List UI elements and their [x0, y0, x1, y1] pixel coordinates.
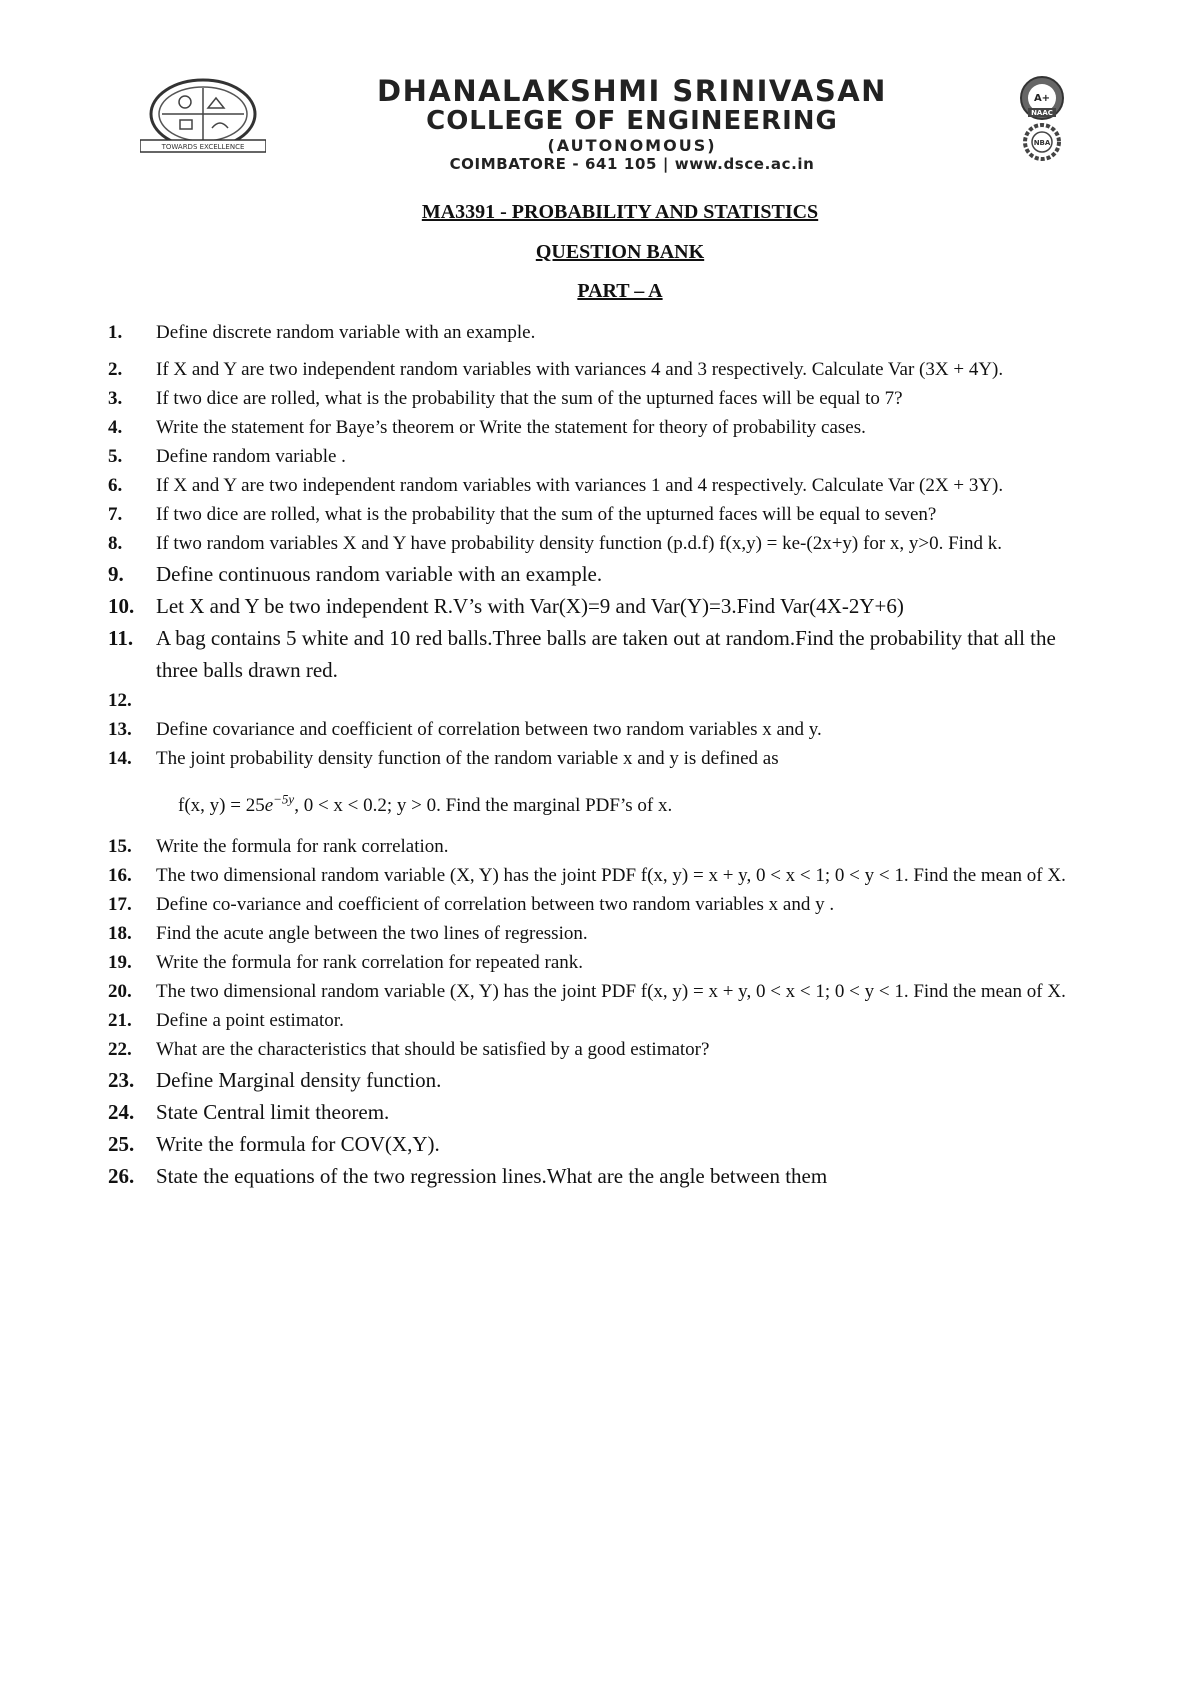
question-number: 16.: [108, 865, 132, 886]
question-text: If two random variables X and Y have probability density function (p.d.f) f(x,y) = ke-(2x+y) for x, y>0. Find k.: [156, 533, 1002, 554]
emblem-motto: TOWARDS EXCELLENCE: [161, 143, 245, 151]
question-item: [108, 442, 1068, 471]
question-text: Write the formula for rank correlation.: [156, 836, 449, 857]
college-name-block: [282, 76, 982, 174]
question-item: [108, 1128, 1068, 1160]
college-emblem-icon: [140, 78, 266, 154]
question-number: 3.: [108, 388, 123, 409]
question-text: Find the acute angle between the two lines of regression.: [156, 923, 588, 944]
question-text: State Central limit theorem.: [156, 1100, 390, 1124]
course-title: MA3391 - PROBABILITY AND STATISTICS: [421, 201, 819, 223]
formula-suffix: , 0 < x < 0.2; y > 0. Find the marginal PDF’s of x.: [294, 795, 673, 816]
question-number: 22.: [108, 1039, 132, 1060]
question-text: The two dimensional random variable (X, Y) has the joint PDF f(x, y) = x + y, 0 < x < 1; 0 < y < 1. Find the mean of X.: [156, 865, 1066, 886]
question-item: [108, 590, 1068, 622]
formula-exp-base: e: [264, 795, 274, 816]
question-number: 11.: [108, 626, 134, 650]
question-number: 4.: [108, 417, 123, 438]
question-text: If two dice are rolled, what is the probability that the sum of the upturned faces will be equal to seven?: [156, 504, 937, 525]
question-text: What are the characteristics that should be satisfied by a good estimator?: [156, 1039, 710, 1060]
question-item: [108, 861, 1068, 890]
question-number: 8.: [108, 533, 123, 554]
part-heading: PART – A: [577, 280, 663, 302]
question-text: Define discrete random variable with an example.: [156, 322, 536, 343]
question-text: If X and Y are two independent random variables with variances 1 and 4 respectively. Calculate Var (2X + 3Y).: [156, 475, 1004, 496]
question-text: A bag contains 5 white and 10 red balls.Three balls are taken out at random.Find the probability that all the three balls drawn red.: [156, 626, 1056, 682]
naac-grade: A+: [1033, 93, 1051, 104]
question-text: If X and Y are two independent random variables with variances 4 and 3 respectively. Calculate Var (3X + 4Y).: [156, 359, 1004, 380]
college-name-line1: DHANALAKSHMI SRINIVASAN: [377, 74, 887, 108]
question-text: Define covariance and coefficient of correlation between two random variables x and y.: [156, 719, 822, 740]
question-item: [108, 1160, 1068, 1192]
question-number: 20.: [108, 981, 132, 1002]
question-text: Define Marginal density function.: [156, 1068, 442, 1092]
question-number: 6.: [108, 475, 123, 496]
college-address: COIMBATORE - 641 105 | www.dsce.ac.in: [449, 155, 815, 173]
question-item: [108, 413, 1068, 442]
question-item: [108, 529, 1068, 558]
question-text: If two dice are rolled, what is the probability that the sum of the upturned faces will be equal to 7?: [156, 388, 903, 409]
question-number: 9.: [108, 562, 124, 586]
question-item: [108, 622, 1068, 686]
question-text: Let X and Y be two independent R.V’s with Var(X)=9 and Var(Y)=3.Find Var(4X-2Y+6): [156, 594, 904, 618]
question-number: 17.: [108, 894, 132, 915]
question-item: [108, 471, 1068, 500]
question-number: 19.: [108, 952, 132, 973]
formula-prefix: f(x, y) = 25: [178, 795, 265, 816]
question-number: 2.: [108, 359, 123, 380]
question-list: [108, 318, 1068, 1192]
formula-line: [178, 791, 1068, 820]
question-number: 5.: [108, 446, 123, 467]
letterhead: [0, 0, 1200, 175]
question-number: 21.: [108, 1010, 132, 1031]
question-number: 23.: [108, 1068, 135, 1092]
question-text: The joint probability density function of the random variable x and y is defined as: [156, 748, 779, 769]
question-text: Define co-variance and coefficient of correlation between two random variables x and y .: [156, 894, 835, 915]
question-number: 15.: [108, 836, 132, 857]
document-subtitle: QUESTION BANK: [535, 241, 705, 263]
question-item: [108, 744, 1068, 832]
question-item: [108, 919, 1068, 948]
question-item: [108, 715, 1068, 744]
question-text: [156, 686, 1068, 715]
question-number: 13.: [108, 719, 132, 740]
question-item: [108, 686, 1068, 715]
question-item: [108, 318, 1068, 347]
question-item: [108, 832, 1068, 861]
question-item: [108, 948, 1068, 977]
nba-label: NBA: [1033, 139, 1051, 147]
accreditation-badges-icon: [998, 74, 1086, 162]
question-text: State the equations of the two regression lines.What are the angle between them: [156, 1164, 828, 1188]
question-number: 24.: [108, 1100, 135, 1124]
question-number: 7.: [108, 504, 123, 525]
question-item: [108, 977, 1068, 1006]
question-item: [108, 500, 1068, 529]
question-text: Define random variable .: [156, 446, 346, 467]
question-number: 26.: [108, 1164, 135, 1188]
question-item: [108, 1006, 1068, 1035]
question-number: 12.: [108, 690, 132, 711]
question-text: Write the formula for rank correlation for repeated rank.: [156, 952, 584, 973]
question-text: Define a point estimator.: [156, 1010, 344, 1031]
college-name-line2: COLLEGE OF ENGINEERING: [426, 106, 838, 136]
question-item: [108, 558, 1068, 590]
question-number: 18.: [108, 923, 132, 944]
naac-label: NAAC: [1031, 109, 1053, 117]
question-number: 1.: [108, 322, 123, 343]
question-text: Write the formula for COV(X,Y).: [156, 1132, 440, 1156]
question-item: [108, 355, 1068, 384]
question-text: The two dimensional random variable (X, Y) has the joint PDF f(x, y) = x + y, 0 < x < 1; 0 < y < 1. Find the mean of X.: [156, 981, 1066, 1002]
question-text: Define continuous random variable with an example.: [156, 562, 603, 586]
question-item: [108, 1064, 1068, 1096]
college-status: (AUTONOMOUS): [547, 136, 717, 155]
question-item: [108, 384, 1068, 413]
question-item: [108, 1096, 1068, 1128]
question-item: [108, 1035, 1068, 1064]
question-number: 14.: [108, 748, 132, 769]
question-number: 25.: [108, 1132, 135, 1156]
formula-exponent: −5y: [273, 791, 295, 807]
question-number: 10.: [108, 594, 135, 618]
question-item: [108, 890, 1068, 919]
question-text: Write the statement for Baye’s theorem or Write the statement for theory of probability cases.: [156, 417, 866, 438]
